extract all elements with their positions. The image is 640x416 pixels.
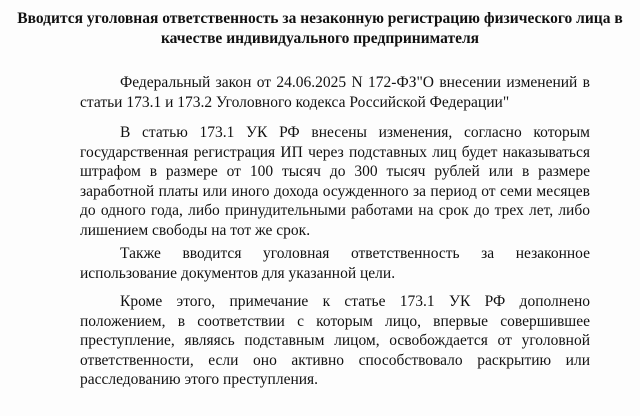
body-paragraph-exemption: Кроме этого, примечание к статье 173.1 УК РФ дополнено положением, в соответствии с которым лицо, впервые совершившее преступление, являясь подставным лицом, освобождается от уголовной ответственности, если оно активно способствовало раскрытию или расследованию этого преступления. [80, 293, 590, 389]
body-paragraph-documents: Также вводится уголовная ответственность за незаконное использование документов для указанной цели. [80, 245, 590, 282]
document-title: Вводится уголовная ответственность за незаконную регистрацию физического лица в качестве индивидуального предпринимателя [17, 10, 623, 47]
law-reference-paragraph: Федеральный закон от 24.06.2025 N 172-ФЗ"О внесении изменений в статьи 173.1 и 173.2 Уголовного кодекса Российской Федерации" [80, 74, 590, 111]
body-paragraph-amendments: В статью 173.1 УК РФ внесены изменения, согласно которым государственная регистрация ИП через подставных лиц будет наказываться штрафом в размере от 100 тысяч до 300 тысяч рублей или в размере заработной платы или иного дохода осужденного за период от семи месяцев до одного года, либо принудительными работами на срок до трех лет, либо лишением свободы на тот же срок. [80, 124, 590, 239]
